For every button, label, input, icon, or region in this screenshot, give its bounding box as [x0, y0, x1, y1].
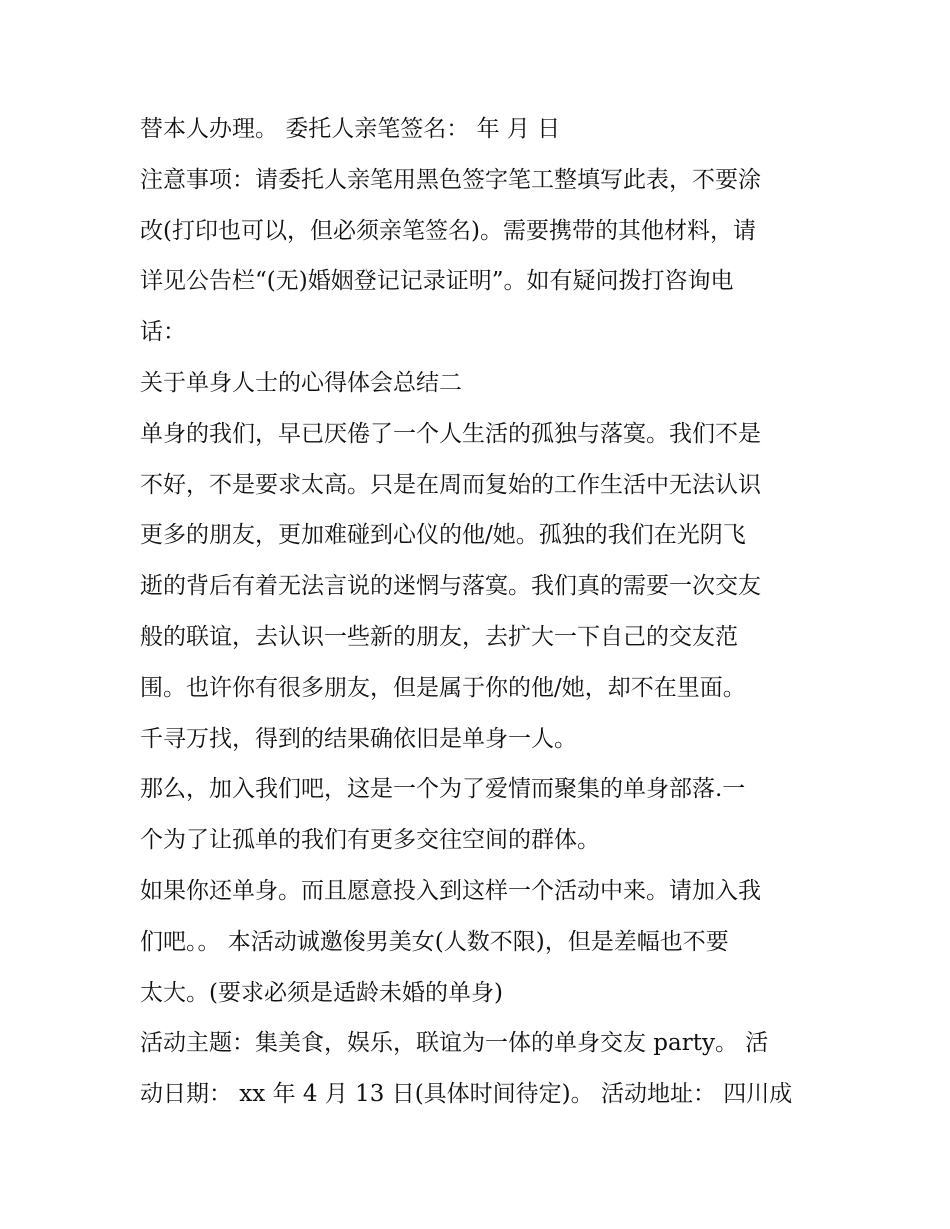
text-line: 替本人办理。 委托人亲笔签名： 年 月 日 [140, 116, 561, 142]
text-line: 注意事项：请委托人亲笔用黑色签字笔工整填写此表，不要涂 [140, 166, 761, 193]
text-line: 般的联谊，去认识一些新的朋友，去扩大一下自己的交友范 [140, 623, 738, 650]
text-line: 如果你还单身。而且愿意投入到这样一个活动中来。请加入我 [140, 877, 761, 904]
text-line: 详见公告栏“(无)婚姻登记记录证明”。如有疑问拨打咨询电 [140, 268, 734, 295]
text-line: 围。也许你有很多朋友，但是属于你的他/她，却不在里面。 [140, 674, 746, 701]
text-line: 改(打印也可以，但必须亲笔签名)。需要携带的其他材料，请 [140, 217, 756, 244]
text-line: 们吧。。 本活动诚邀俊男美女(人数不限)，但是差幅也不要 [140, 928, 729, 955]
text-line: 太大。(要求必须是适龄未婚的单身) [140, 979, 503, 1006]
text-line: 单身的我们，早已厌倦了一个人生活的孤独与落寞。我们不是 [140, 420, 761, 447]
text-line: 那么，加入我们吧，这是一个为了爱情而聚集的单身部落.一 [140, 776, 746, 803]
text-line: 话： [140, 319, 186, 346]
section-heading: 关于单身人士的心得体会总结二 [140, 369, 462, 396]
text-line: 活动主题：集美食，娱乐，联谊为一体的单身交友 party。 活 [140, 1030, 769, 1057]
text-line: 更多的朋友，更加难碰到心仪的他/她。孤独的我们在光阴飞 [140, 522, 746, 549]
text-line: 不好，不是要求太高。只是在周而复始的工作生活中无法认识 [140, 471, 761, 498]
text-line: 逝的背后有着无法言说的迷惘与落寞。我们真的需要一次交友 [140, 573, 761, 600]
document-page [140, 104, 820, 1120]
text-line: 千寻万找，得到的结果确依旧是单身一人。 [140, 725, 577, 752]
text-line: 动日期： xx 年 4 月 13 日(具体时间待定)。 活动地址： 四川成 [140, 1081, 793, 1108]
text-line: 个为了让孤单的我们有更多交往空间的群体。 [140, 827, 600, 854]
